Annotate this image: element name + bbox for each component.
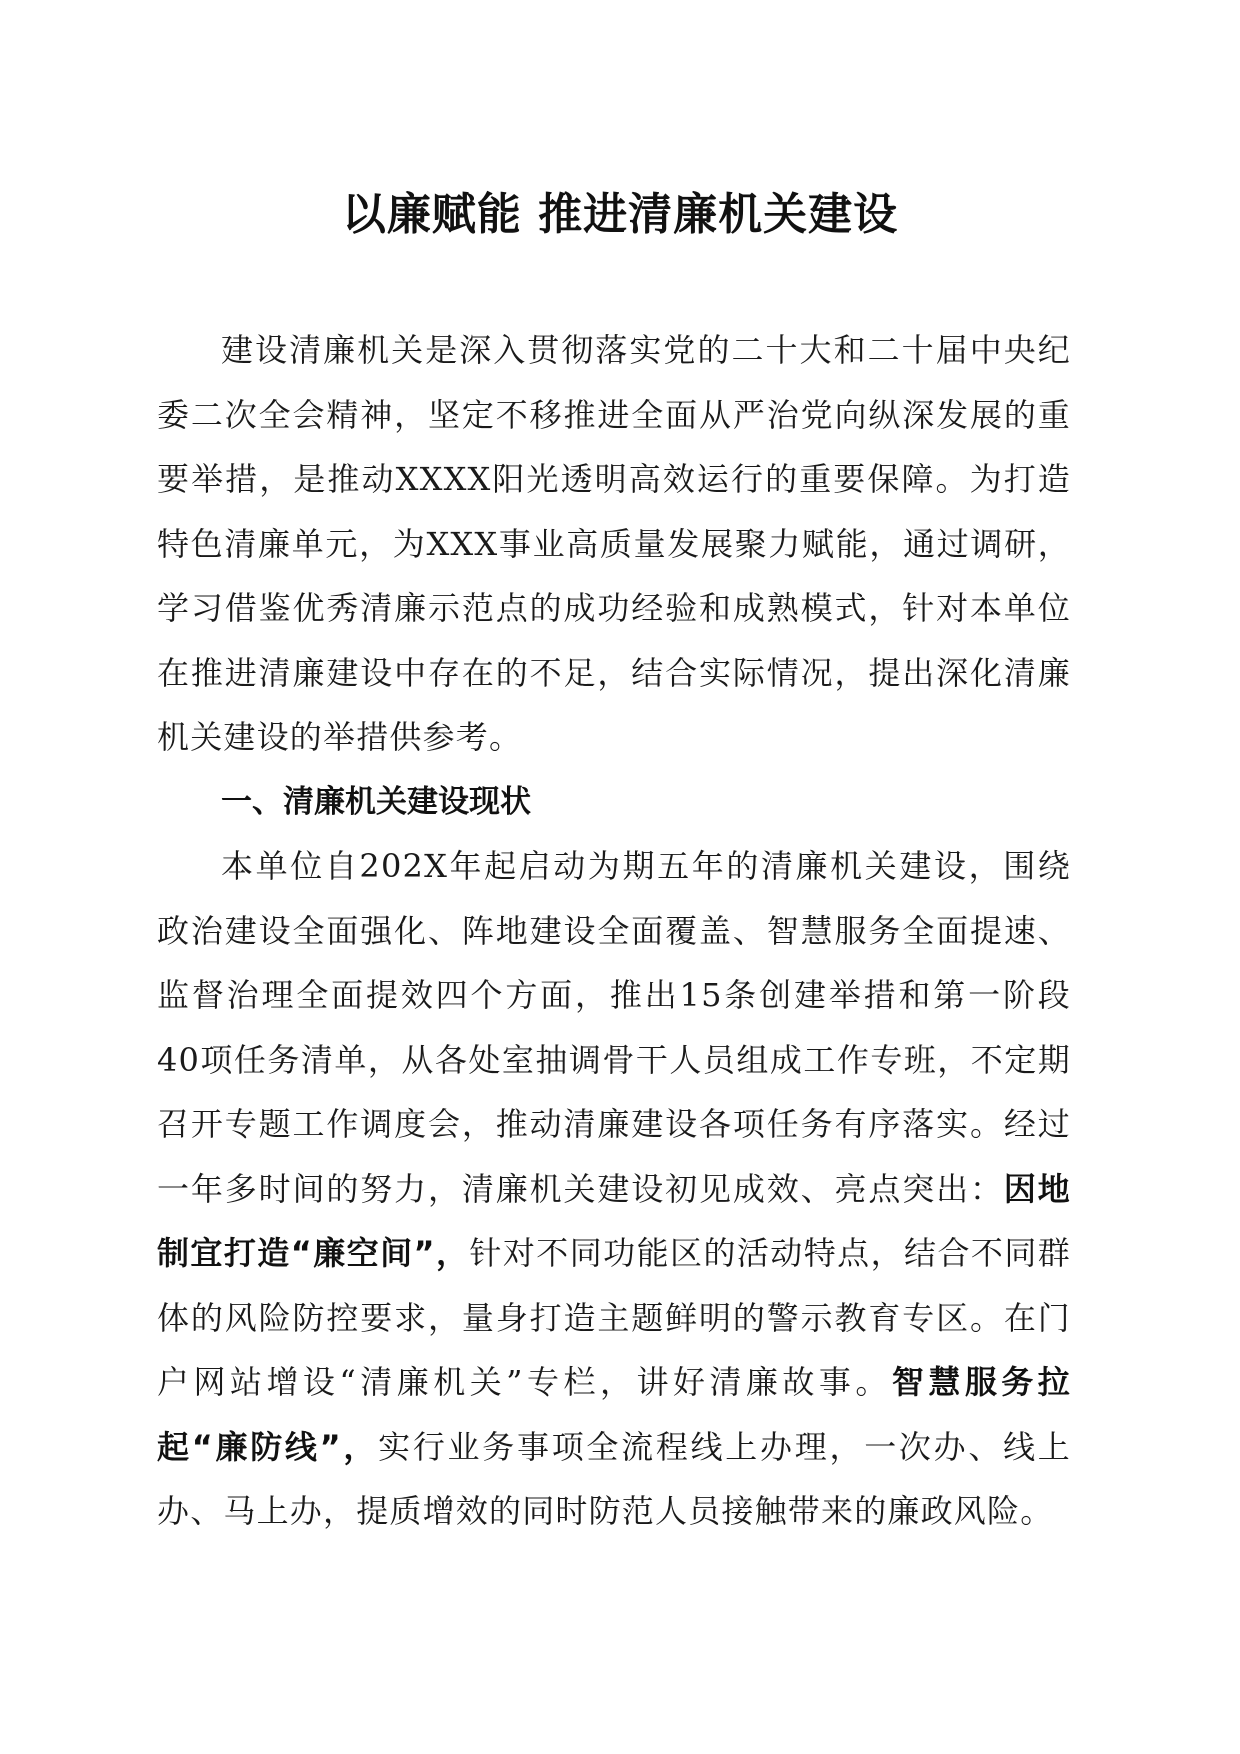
highlight-lian-kongjian: 因地制宜打造“廉空间”， [157, 1169, 1071, 1272]
document-title: 以廉赋能 推进清廉机关建设 [341, 189, 899, 240]
section-1-paragraph [157, 834, 1071, 1544]
paragraph-text: 本单位自202X年起启动为期五年的清廉机关建设，围绕政治建设全面强化、阵地建设全面覆盖、智慧服务全面提速、监督治理全面提效四个方面，推出15条创建举措和第一阶段40项任务清单，从各处室抽调骨干人员组成工作专班，不定期召开专题工作调度会，推动清廉建设各项任务有序落实。经过一年多时间的努力，清廉机关建设初见成效、亮点突出： [157, 847, 1071, 1208]
section-heading-1: 一、清廉机关建设现状 [221, 783, 531, 820]
paragraph-text: 针对不同功能区的活动特点，结合不同群体的风险防控要求，量身打造主题鲜明的警示教育专区。在门户网站增设“清廉机关”专栏，讲好清廉故事。 [157, 1234, 1071, 1401]
paragraph-text: 实行业务事项全流程线上办理，一次办、线上办、马上办，提质增效的同时防范人员接触带来的廉政风险。 [157, 1427, 1071, 1530]
intro-paragraph: 建设清廉机关是深入贯彻落实党的二十大和二十届中央纪委二次全会精神，坚定不移推进全面从严治党向纵深发展的重要举措，是推动XXXX阳光透明高效运行的重要保障。为打造特色清廉单元，为XXX事业高质量发展聚力赋能，通过调研，学习借鉴优秀清廉示范点的成功经验和成熟模式，针对本单位在推进清廉建设中存在的不足，结合实际情况，提出深化清廉机关建设的举措供参考。 [157, 331, 1071, 756]
highlight-lian-fangxian: 智慧服务拉起“廉防线”， [157, 1363, 1071, 1466]
document-body [157, 318, 1071, 1544]
